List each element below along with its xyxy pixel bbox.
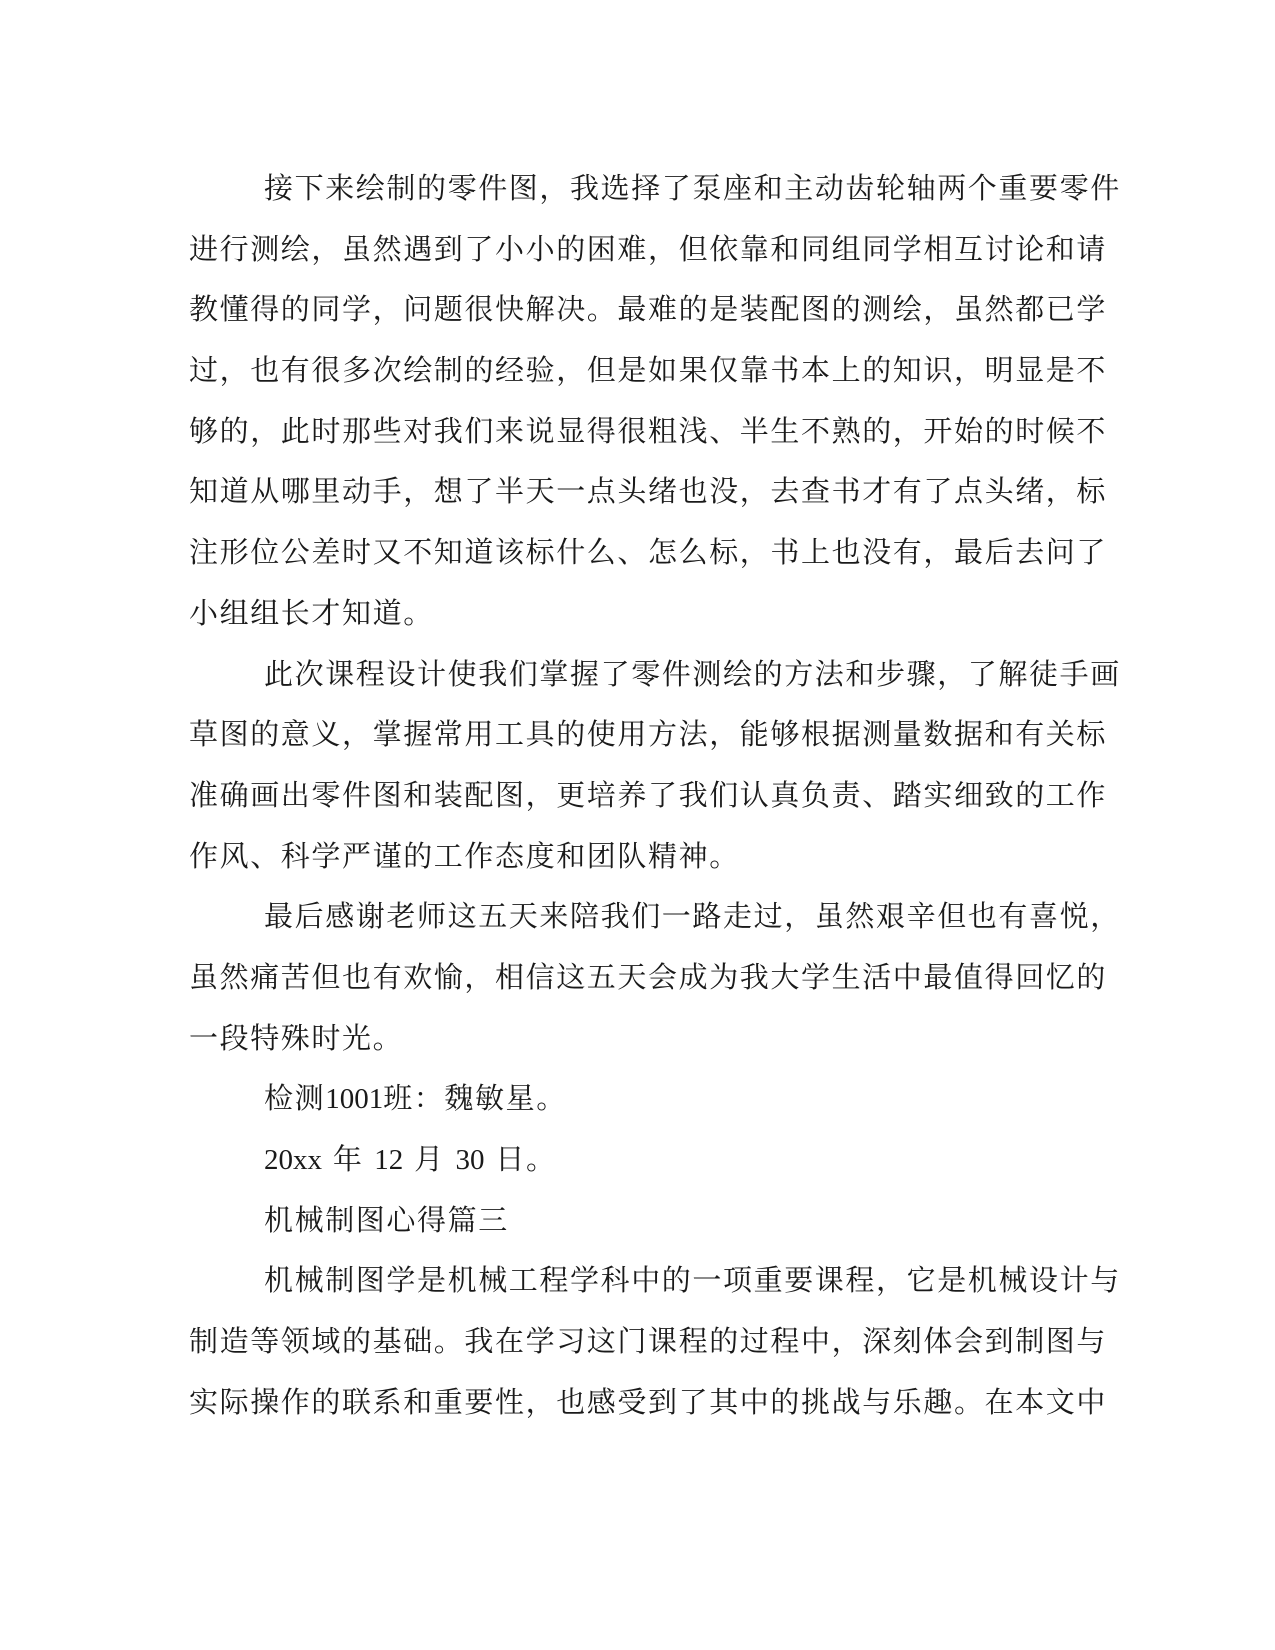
text-line: 草图的意义，掌握常用工具的使用方法，能够根据测量数据和有关标 — [189, 717, 1108, 752]
date-day: 30 — [455, 1144, 485, 1176]
text-line: 教懂得的同学，问题很快解决。最难的是装配图的测绘，虽然都已学 — [189, 292, 1108, 327]
text-line: 最后感谢老师这五天来陪我们一路走过，虽然艰辛但也有喜悦， — [264, 899, 1121, 934]
text-line: 小组组长才知道。 — [189, 595, 434, 630]
signature-class-number: 1001 — [325, 1083, 384, 1116]
text-line: 进行测绘，虽然遇到了小小的困难，但依靠和同组同学相互讨论和请 — [189, 231, 1108, 266]
text-line: 一段特殊时光。 — [189, 1020, 404, 1055]
text-line: 接下来绘制的零件图，我选择了泵座和主动齿轮轴两个重要零件 — [264, 171, 1121, 205]
paragraph-drawing-experience — [189, 158, 1121, 644]
signature-line — [189, 1068, 1079, 1129]
text-line: 此次课程设计使我们掌握了零件测绘的方法和步骤，了解徒手画 — [264, 656, 1121, 691]
text-line: 机械制图学是机械工程学科中的一项重要课程，它是机械设计与 — [264, 1263, 1121, 1298]
text-line: 注形位公差时又不知道该标什么、怎么标，书上也没有，最后去问了 — [189, 535, 1108, 570]
signature-class-suffix: 班：魏敏星。 — [383, 1081, 567, 1116]
date-line — [189, 1129, 1079, 1190]
text-line: 知道从哪里动手，想了半天一点头绪也没，去查书才有了点头绪，标 — [189, 474, 1108, 509]
document-body — [189, 158, 1121, 1432]
date-month: 12 — [374, 1144, 404, 1176]
text-line: 实际操作的联系和重要性，也感受到了其中的挑战与乐趣。在本文中 — [189, 1384, 1108, 1419]
text-line: 够的，此时那些对我们来说显得很粗浅、半生不熟的，开始的时候不 — [189, 413, 1108, 448]
section-heading: 机械制图心得篇三 — [264, 1202, 509, 1237]
paragraph-mechanical-drawing-intro — [189, 1250, 1121, 1432]
date-year: 20xx — [264, 1144, 322, 1176]
date-year-unit: 年 — [332, 1142, 364, 1176]
text-line: 制造等领域的基础。我在学习这门课程的过程中，深刻体会到制图与 — [189, 1324, 1108, 1359]
text-line: 虽然痛苦但也有欢愉，相信这五天会成为我大学生活中最值得回忆的 — [189, 959, 1108, 994]
date-month-unit: 月 — [414, 1142, 445, 1176]
signature-class-prefix: 检测 — [264, 1081, 326, 1116]
text-line: 作风、科学严谨的工作态度和团队精神。 — [189, 838, 740, 873]
date-day-unit: 日。 — [495, 1142, 557, 1176]
paragraph-course-summary — [189, 644, 1121, 887]
text-line: 准确画出零件图和装配图，更培养了我们认真负责、踏实细致的工作 — [189, 777, 1108, 812]
paragraph-thanks — [189, 886, 1121, 1068]
text-line: 过，也有很多次绘制的经验，但是如果仅靠书本上的知识，明显是不 — [189, 353, 1108, 388]
